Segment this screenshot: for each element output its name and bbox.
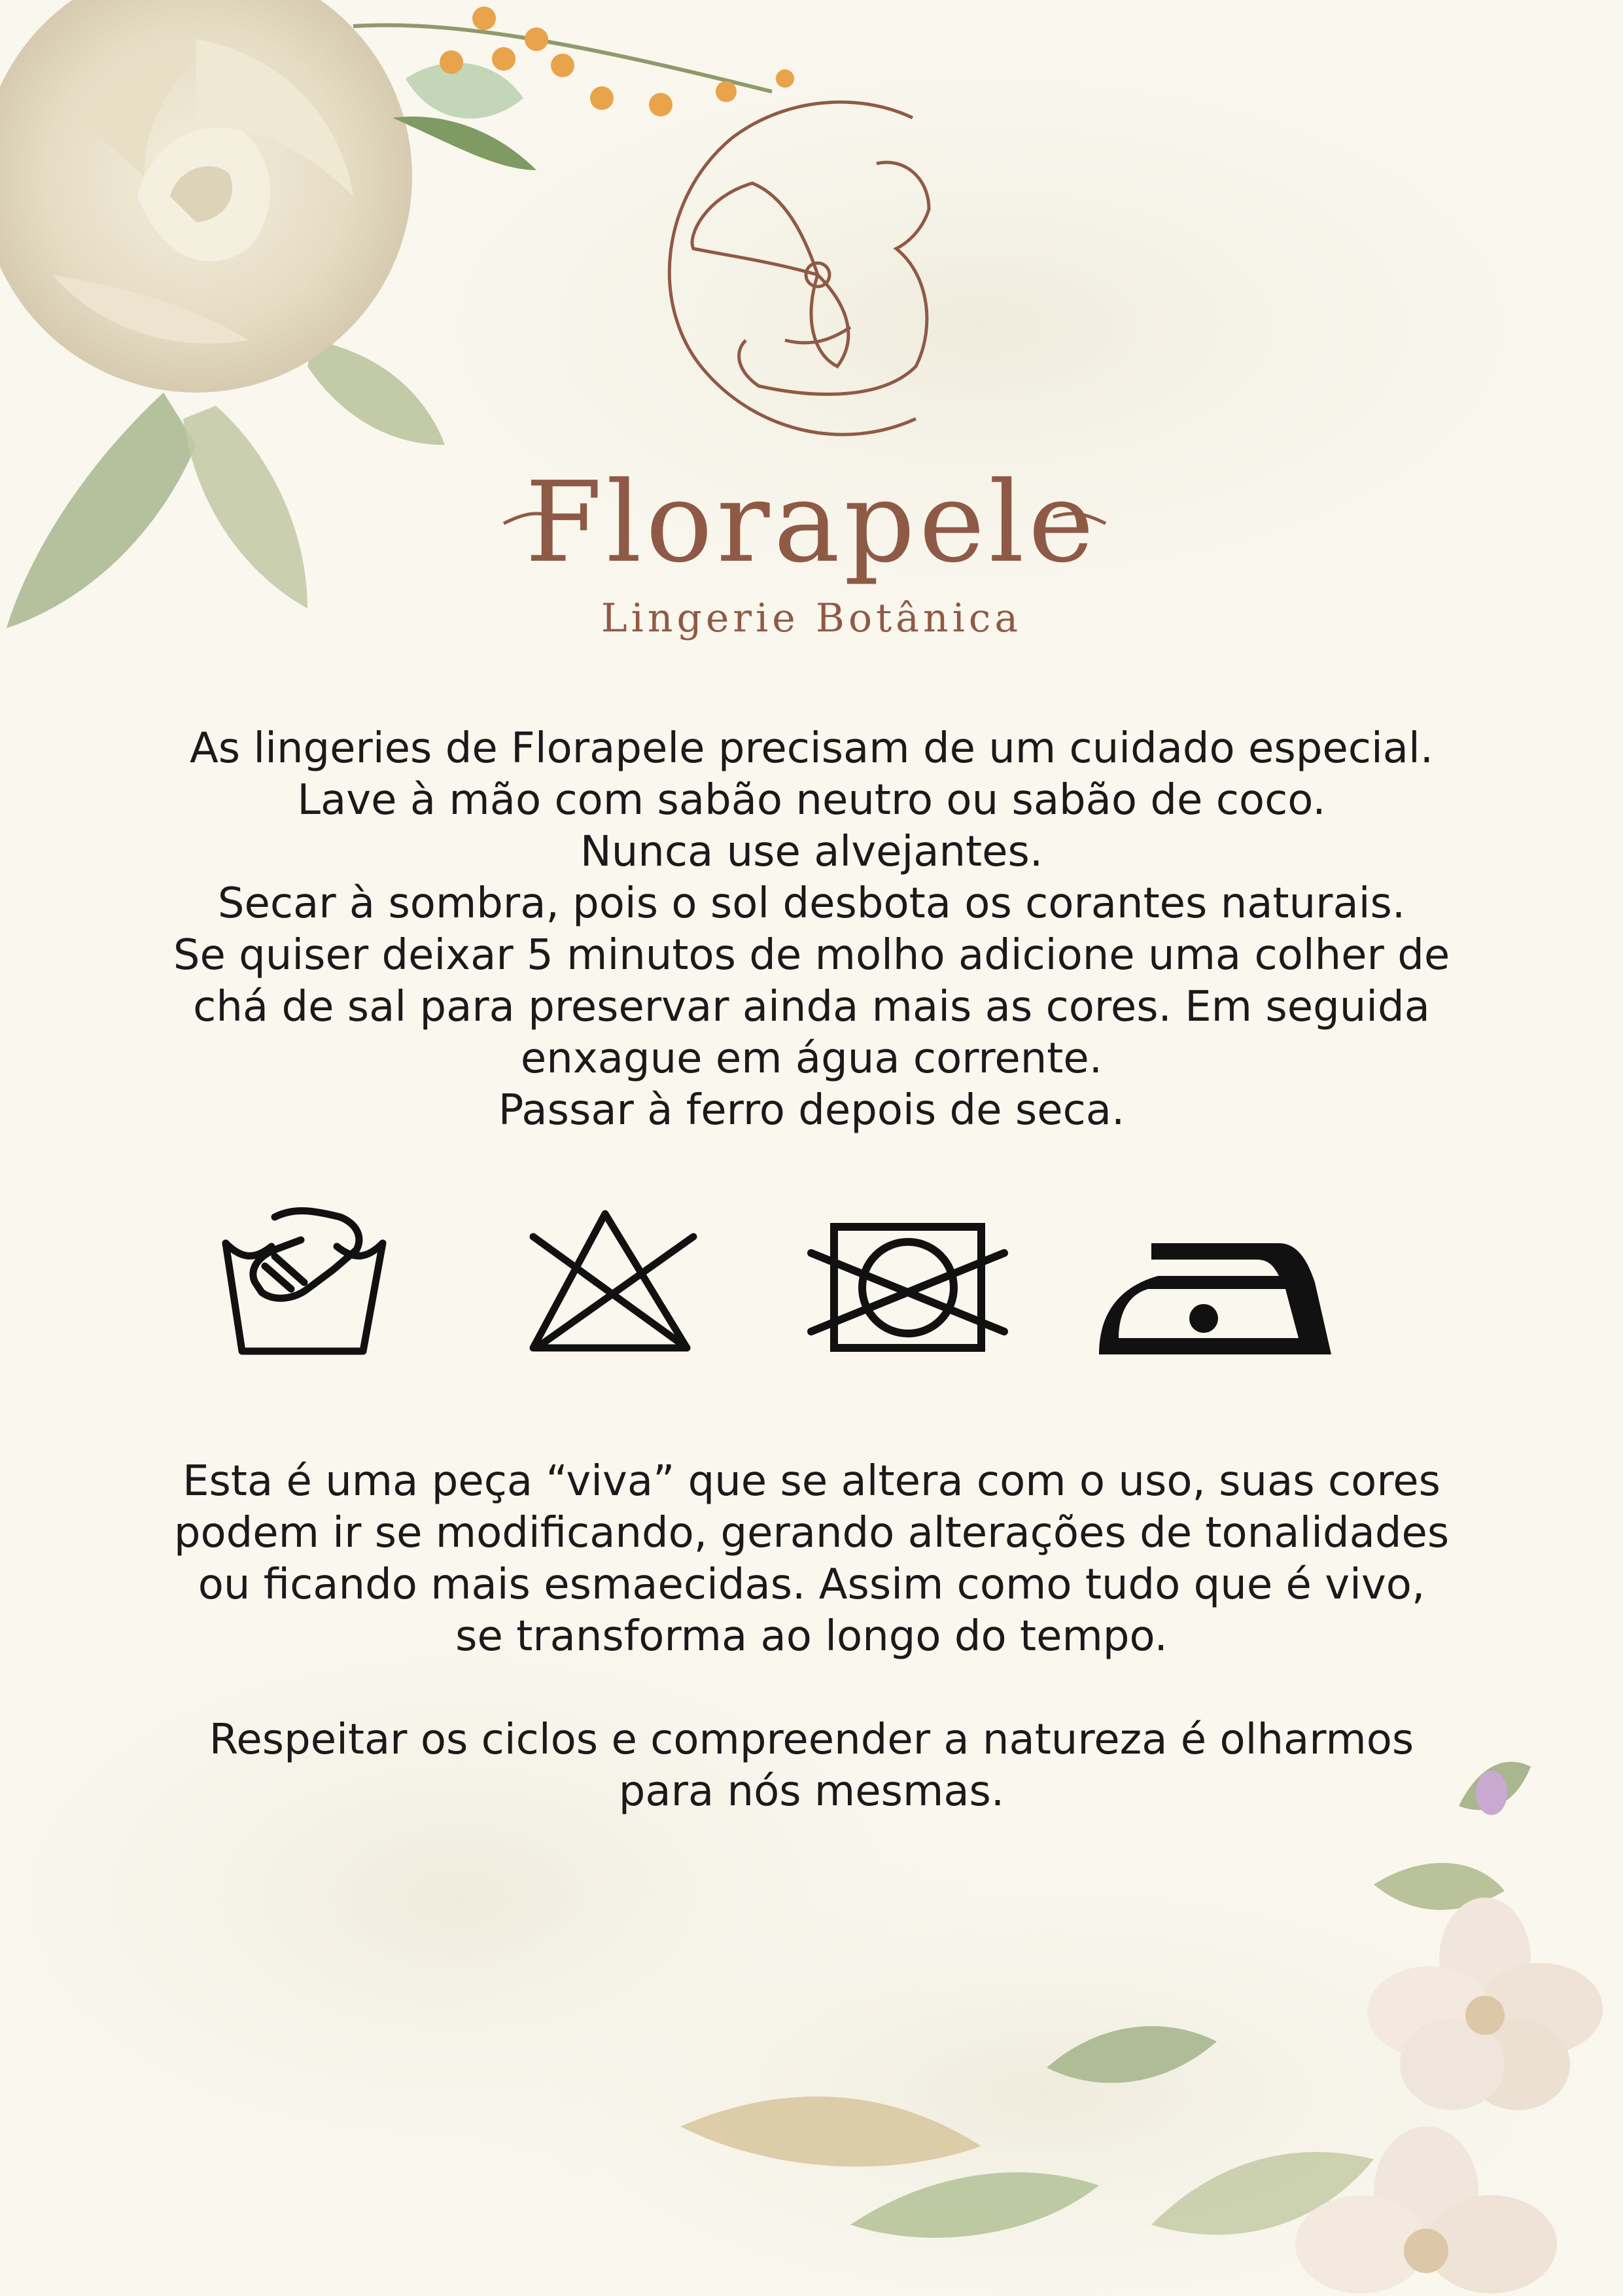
care-line: enxague em água corrente. [520,1034,1103,1083]
brand-name: Florapele [525,458,1098,588]
brand-tagline: Lingerie Botânica [601,595,1022,641]
care-instructions [131,723,1492,1137]
no-bleach-icon [533,1214,693,1348]
note-line: Esta é uma peça “viva” que se altera com o uso, suas cores [183,1457,1440,1506]
paragraph-spacer [131,1663,1492,1714]
note-line: se transforma ao longo do tempo. [455,1612,1168,1661]
note-line: podem ir se modificando, gerando alterações de tonalidades [173,1509,1450,1557]
care-line: Nunca use alvejantes. [580,828,1043,876]
hand-wash-icon [226,1211,383,1351]
care-line: Secar à sombra, pois o sol desbota os corantes naturais. [217,879,1406,928]
note-line: ou ficando mais esmaecidas. Assim como tudo que é vivo, [198,1561,1425,1609]
care-line: Lave à mão com sabão neutro ou sabão de coco. [297,776,1326,824]
no-tumble-dry-icon [811,1227,1004,1348]
care-line: Passar à ferro depois de seca. [498,1086,1125,1135]
care-symbols [0,1191,1623,1400]
note-line: para nós mesmas. [618,1767,1005,1816]
iron-icon [1099,1243,1331,1354]
care-line: As lingeries de Florapele precisam de um cuidado especial. [189,724,1434,773]
garment-note [131,1456,1492,1818]
note-line: Respeitar os ciclos e compreender a natureza é olharmos [209,1716,1414,1764]
care-line: chá de sal para preservar ainda mais as cores. Em seguida [193,983,1430,1031]
care-line: Se quiser deixar 5 minutos de molho adicione uma colher de [173,931,1450,980]
